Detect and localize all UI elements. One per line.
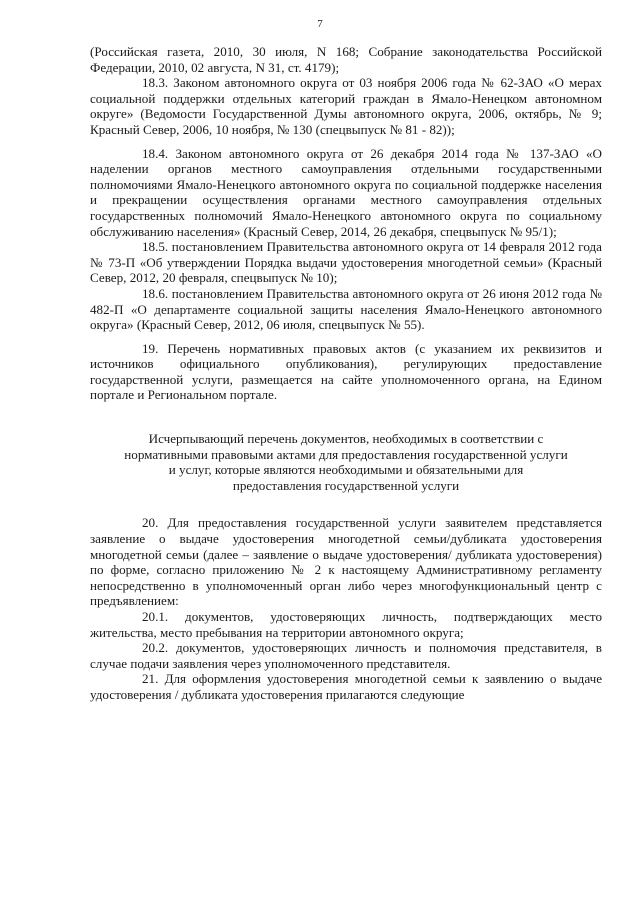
section-heading — [90, 431, 602, 493]
paragraph-18-5: 18.5. постановлением Правительства автономного округа от 14 февраля 2012 года № 73-П «Об утверждении Порядка выдачи удостоверения многодетной семьи» (Красный Север, 2012, 20 февраля, спецвыпуск № 10); — [90, 239, 602, 286]
section-heading-line-4: предоставления государственной услуги — [232, 477, 460, 493]
section-heading-line-3: и услуг, которые являются необходимыми и обязательными для — [168, 462, 524, 478]
paragraph-20-2: 20.2. документов, удостоверяющих личность и полномочия представителя, в случае подачи заявления через уполномоченного представителя. — [90, 640, 602, 671]
paragraph-18-3: 18.3. Законом автономного округа от 03 ноября 2006 года № 62-ЗАО «О мерах социальной поддержки отдельных категорий граждан в Ямало-Ненецком автономном округе» (Ведомости Государственной Думы автономного округа, 2006, октябрь, № 9; Красный Север, 2006, 10 ноября, № 130 (спецвыпуск № 81 - 82)); — [90, 75, 602, 137]
paragraph-18-6: 18.6. постановлением Правительства автономного округа от 26 июня 2012 года № 482-П «О департаменте социальной защиты населения Ямало-Ненецкого автономного округа» (Красный Север, 2012, 06 июля, спецвыпуск № 55). — [90, 285, 602, 333]
paragraph-20-1: 20.1. документов, удостоверяющих личность, подтверждающих место жительства, место пребывания на территории автономного округа; — [90, 609, 602, 640]
paragraph-continuation: (Российская газета, 2010, 30 июля, N 168; Собрание законодательства Российской Федерации, 2010, 02 августа, N 31, ст. 4179); — [90, 44, 602, 75]
paragraph-20: 20. Для предоставления государственной услуги заявителем представляется заявление о выдаче удостоверения многодетной семьи/дубликата удостоверения многодетной семьи (далее – заявление о выдаче удостоверения/ дубликата удостоверения) по форме, согласно приложению № 2 к настоящему Административному регламенту непосредственно в уполномоченный орган либо через многофункциональный центр с предъявлением: — [90, 515, 602, 609]
section-heading-line-1: Исчерпывающий перечень документов, необходимых в соответствии с — [148, 431, 544, 447]
paragraph-19: 19. Перечень нормативных правовых актов (с указанием их реквизитов и источников официального опубликования), регулирующих предоставление государственной услуги, размещается на сайте уполномоченного органа, на Едином портале и Региональном портале. — [90, 340, 602, 403]
section-heading-line-2: нормативными правовыми актами для предоставления государственной услуги — [124, 446, 568, 462]
paragraph-21: 21. Для оформления удостоверения многодетной семьи к заявлению о выдаче удостоверения / дубликата удостоверения прилагаются следующие — [90, 671, 602, 702]
page-number: 7 — [317, 18, 323, 30]
paragraph-18-4: 18.4. Законом автономного округа от 26 декабря 2014 года № 137-ЗАО «О наделении органов местного самоуправления отдельными государственными полномочиями Ямало-Ненецкого автономного округа по социальной поддержке населения и прекращении осуществления органами местного самоуправления отдельных государственных полномочий Ямало-Ненецкого автономного округа по социальному обслуживанию населения» (Красный Север, 2014, 26 декабря, спецвыпуск № 95/1); — [90, 145, 602, 239]
document-body — [90, 44, 602, 703]
